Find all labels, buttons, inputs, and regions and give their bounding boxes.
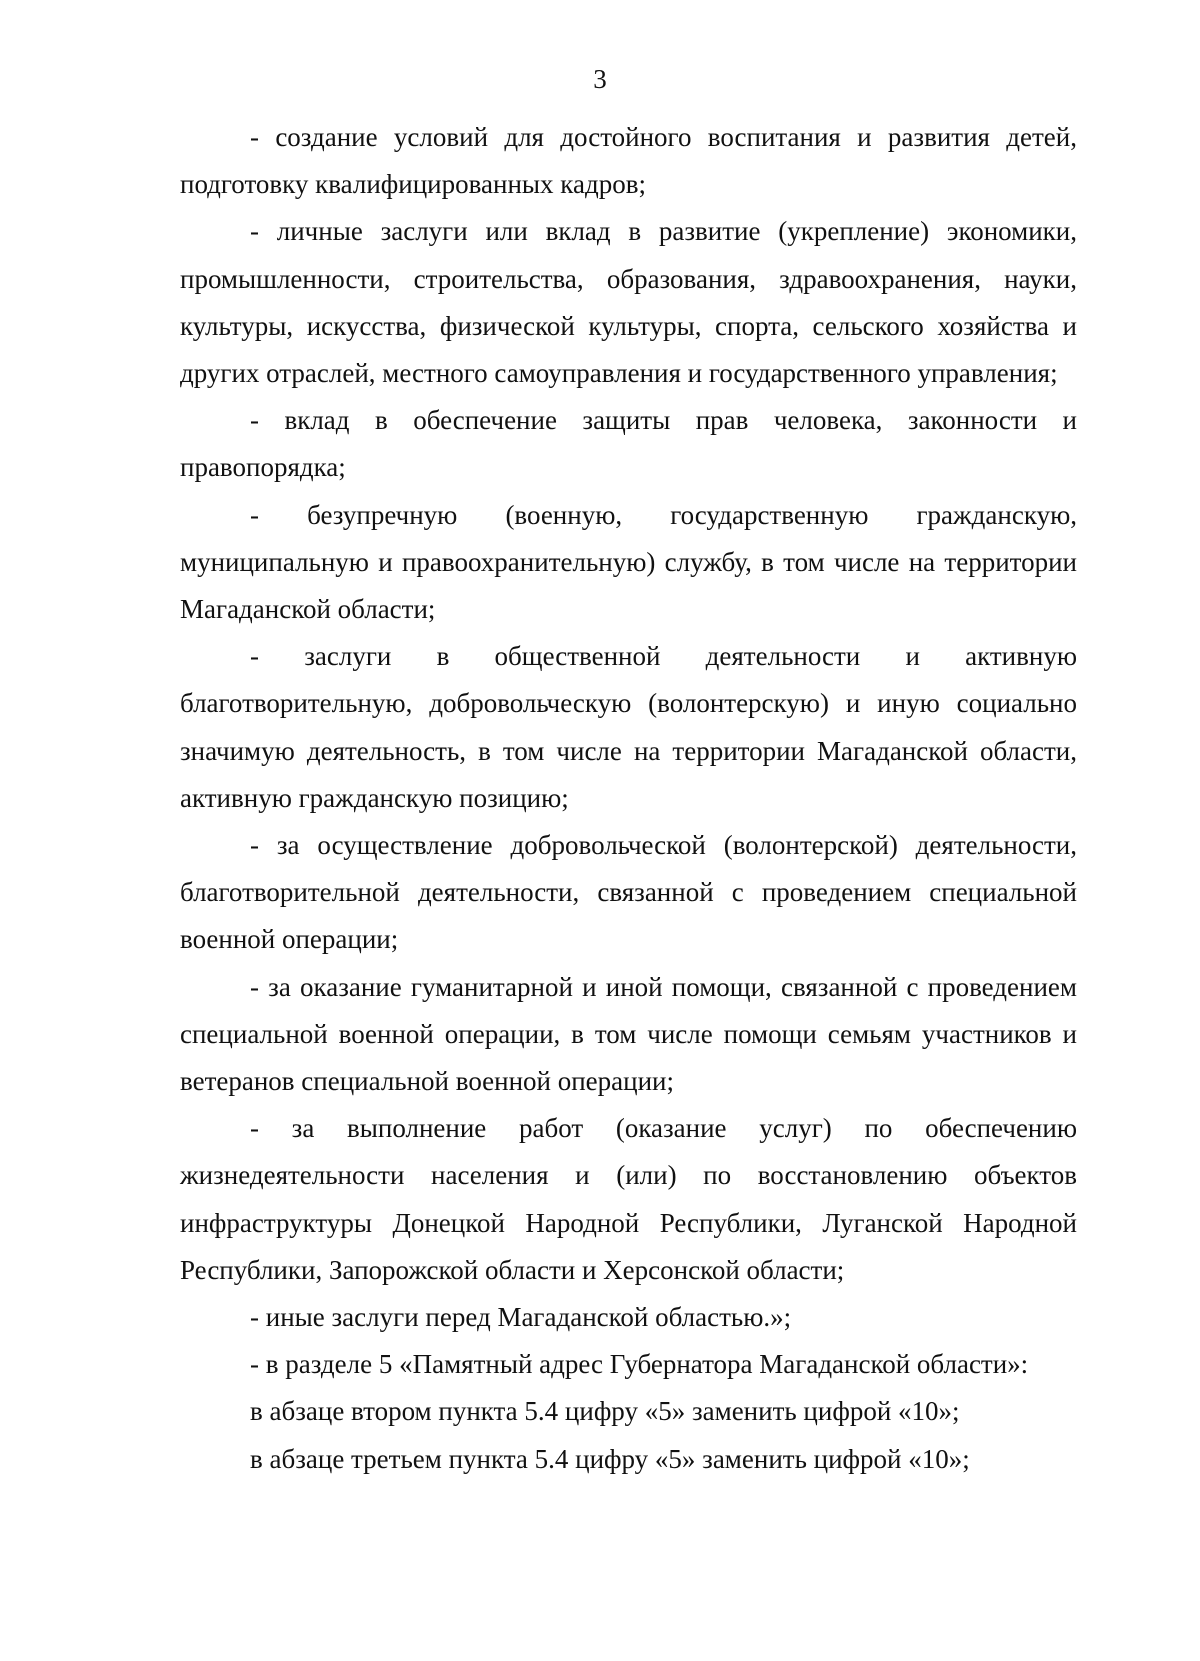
document-body <box>180 114 1077 1483</box>
line-paragraph-third-amendment: в абзаце третьем пункта 5.4 цифру «5» заменить цифрой «10»; <box>250 1443 970 1474</box>
paragraph-impeccable-service: - безупречную (военную, государственную гражданскую, муниципальную и правоохранительную) службу, в том числе на территории Магаданской области; <box>180 499 1077 625</box>
paragraph-human-rights: - вклад в обеспечение защиты прав человека, законности и правопорядка; <box>180 405 1077 483</box>
paragraph-public-activity: - заслуги в общественной деятельности и активную благотворительную, добровольческую (волонтерскую) и иную социально значимую деятельность, в том числе на территории Магаданской области, активную гражданскую позицию; <box>180 641 1077 813</box>
line-paragraph-second-amendment: в абзаце втором пункта 5.4 цифру «5» заменить цифрой «10»; <box>250 1396 960 1427</box>
paragraph-children-upbringing: - создание условий для достойного воспитания и развития детей, подготовку квалифицированных кадров; <box>180 122 1077 200</box>
line-other-merits: - иные заслуги перед Магаданской областью.»; <box>250 1302 792 1333</box>
paragraph-infrastructure-restoration: - за выполнение работ (оказание услуг) по обеспечению жизнедеятельности населения и (или) по восстановлению объектов инфраструктуры Донецкой Народной Республики, Луганской Народной Республики, Запорожской области и Херсонской области; <box>180 1113 1077 1285</box>
paragraph-humanitarian-aid: - за оказание гуманитарной и иной помощи, связанной с проведением специальной военной операции, в том числе помощи семьям участников и ветеранов специальной военной операции; <box>180 971 1077 1097</box>
line-section-5: - в разделе 5 «Памятный адрес Губернатора Магаданской области»: <box>250 1349 1029 1380</box>
paragraph-economy-contribution: - личные заслуги или вклад в развитие (укрепление) экономики, промышленности, строительства, образования, здравоохранения, науки, культуры, искусства, физической культуры, спорта, сельского хозяйства и других отраслей, местного самоуправления и государственного управления; <box>180 216 1077 389</box>
paragraph-volunteer-activity: - за осуществление добровольческой (волонтерской) деятельности, благотворительной деятельности, связанной с проведением специальной военной операции; <box>180 830 1077 955</box>
page-number: 3 <box>593 64 607 94</box>
